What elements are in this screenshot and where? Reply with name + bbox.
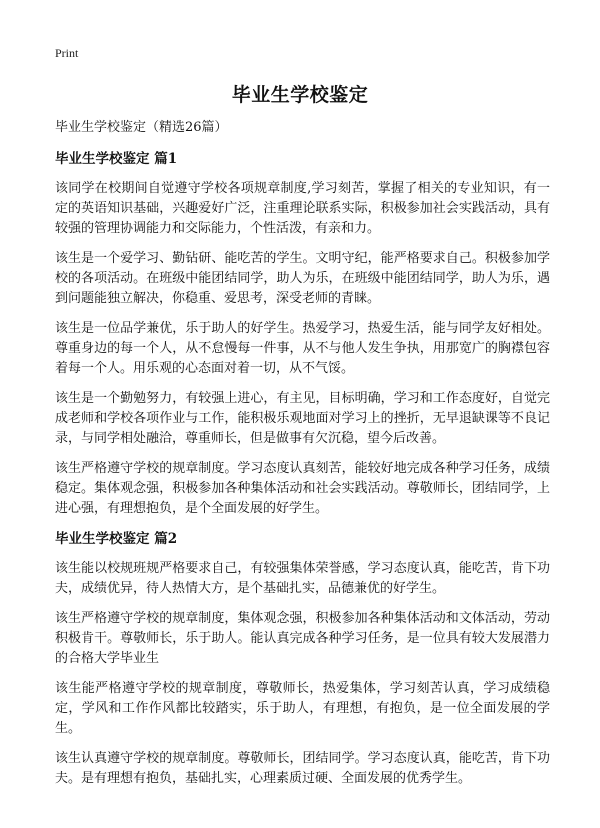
section-heading: 毕业生学校鉴定 篇2	[55, 531, 178, 547]
section-2	[55, 529, 550, 789]
paragraph: 该生是一个勤勉努力，有较强上进心，有主见，目标明确，学习和工作态度好，自觉完成老师和学校各项作业与工作，能积极乐观地面对学习上的挫折，无早退缺课等不良记录，与同学相处融洽，尊重师长，但是做事有欠沉稳，望今后改善。	[55, 391, 550, 446]
paragraph: 该生能严格遵守学校的规章制度，尊敬师长，热爱集体，学习刻苦认真，学习成绩稳定，学风和工作作风都比较踏实，乐于助人，有理想，有抱负，是一位全面发展的学生。	[55, 681, 550, 736]
paragraph: 该生是一位品学兼优，乐于助人的好学生。热爱学习，热爱生活，能与同学友好相处。尊重身边的每一个人，从不怠慢每一件事，从不与他人发生争执，用那宽广的胸襟包容着每一个人。用乐观的心态面对着一切，从不气馁。	[55, 321, 550, 376]
page-title: 毕业生学校鉴定	[231, 84, 369, 106]
section-heading: 毕业生学校鉴定 篇1	[55, 151, 178, 167]
paragraph: 该生能以校规班规严格要求自己，有较强集体荣誉感，学习态度认真，能吃苦，肯下功夫，成绩优异，待人热情大方，是个基础扎实，品德兼优的好学生。	[55, 561, 550, 596]
paragraph: 该生严格遵守学校的规章制度。学习态度认真刻苦，能较好地完成各种学习任务，成绩稳定。集体观念强，积极参加各种集体活动和社会实践活动。尊敬师长，团结同学，上进心强，有理想抱负，是个全面发展的好学生。	[55, 461, 550, 516]
paragraph: 该生严格遵守学校的规章制度，集体观念强，积极参加各种集体活动和文体活动，劳动积极肯干。尊敬师长，乐于助人。能认真完成各种学习任务，是一位具有较大发展潜力的合格大学毕业生	[55, 611, 550, 666]
print-link[interactable]: Print	[55, 46, 79, 60]
document-body	[55, 118, 550, 799]
section-1	[55, 149, 550, 519]
paragraph: 该同学在校期间自觉遵守学校各项规章制度,学习刻苦，掌握了相关的专业知识，有一定的英语知识基础，兴趣爱好广泛，注重理论联系实际，积极参加社会实践活动，具有较强的管理协调能力和交际能力，个性活泼，有亲和力。	[55, 181, 550, 236]
paragraph: 该生认真遵守学校的规章制度。尊敬师长，团结同学。学习态度认真，能吃苦，肯下功夫。是有理想有抱负，基础扎实，心理素质过硬、全面发展的优秀学生。	[55, 751, 550, 786]
document-subtitle: 毕业生学校鉴定（精选26篇）	[55, 120, 228, 135]
paragraph: 该生是一个爱学习、勤钻研、能吃苦的学生。文明守纪，能严格要求自己。积极参加学校的各项活动。在班级中能团结同学，助人为乐，在班级中能团结同学，助人为乐，遇到问题能独立解决，你稳重、爱思考，深受老师的青睐。	[55, 251, 550, 306]
